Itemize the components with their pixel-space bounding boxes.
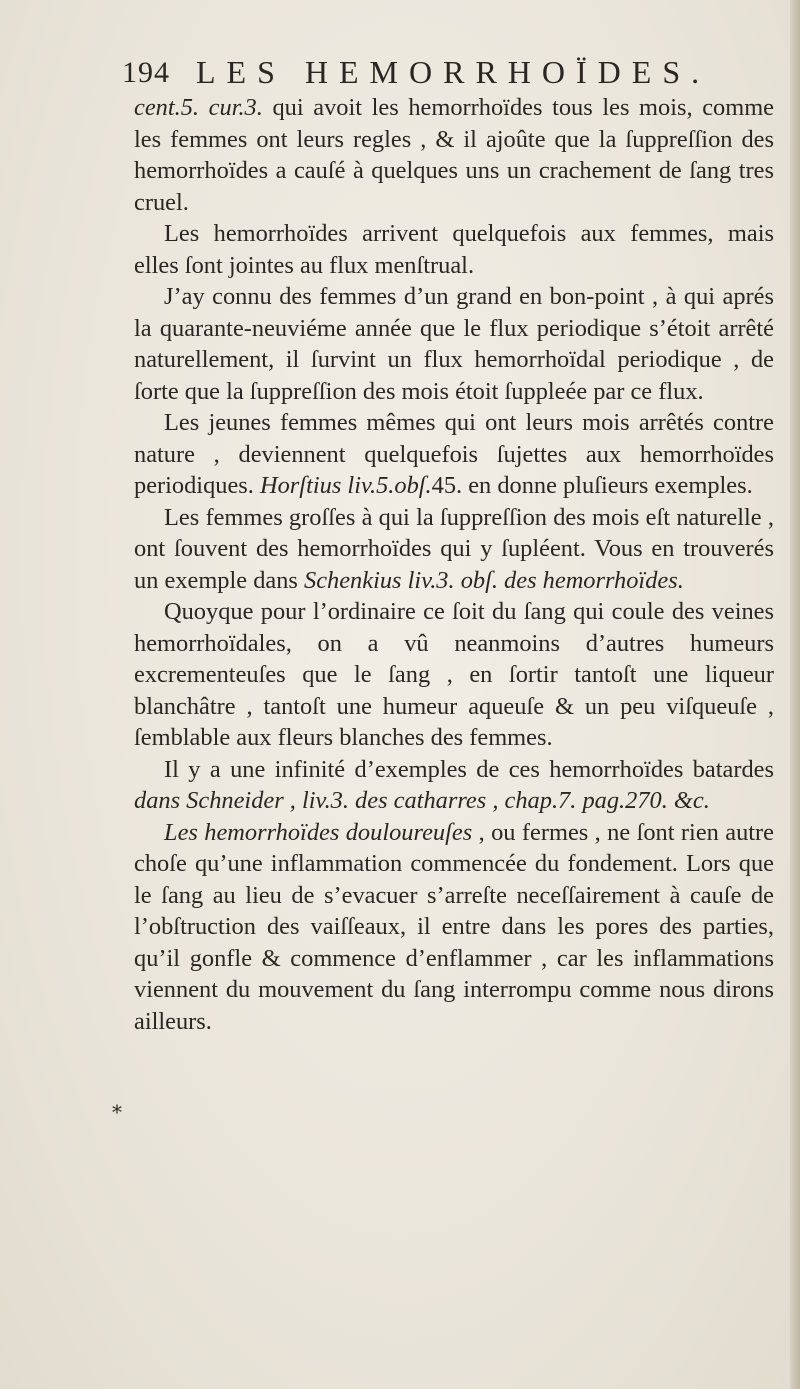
italic-text: Horſtius liv.5.obſ. (260, 472, 432, 499)
paragraph (134, 817, 774, 1038)
paragraph (134, 502, 774, 597)
paragraph (134, 92, 774, 218)
italic-text: Les hemorrhoïdes douloureuſes (164, 818, 473, 846)
page-edge (790, 0, 800, 1389)
margin-asterisk: * (112, 1100, 122, 1124)
italic-text: cent.5. cur.3. (134, 94, 263, 121)
italic-text: dans Schneider , liv.3. des catharres , chap.7. pag.270. &c. (134, 787, 710, 814)
italic-text: Schenkius liv.3. obſ. des hemorrhoïdes. (304, 566, 684, 594)
body-text (134, 92, 774, 1037)
paragraph (134, 754, 774, 817)
text-run: Quoyque pour l’ordinaire ce ſoit du ſang qui coule des veines hemorrhoïdales, on a vû neanmoins d’autres humeurs excrementeuſes que le ſang , en ſortir tantoſt une liqueur blanchâtre , tantoſt une humeur aqueuſe & un peu viſqueuſe , ſemblable aux fleurs blanches des femmes. (134, 598, 774, 751)
paragraph (134, 218, 774, 281)
page-header (122, 52, 762, 96)
text-run: qui avoit les hemorrhoïdes tous les mois, comme les femmes ont leurs regles , & il ajoûte que la ſuppreſſion des hemorrhoïdes a cauſé à quelques uns un crachement de ſang tres cruel. (134, 94, 774, 216)
paragraph (134, 407, 774, 502)
text-run: Les hemorrhoïdes arrivent quelquefois aux femmes, mais elles ſont jointes au flux menſtrual. (134, 220, 774, 279)
text-run: Les femmes groſſes à qui la ſuppreſſion des mois eſt naturelle , ont ſouvent des hemorrhoïdes qui y ſupléent. Vous en trouverés un exemple dans (134, 503, 774, 594)
text-run: J’ay connu des femmes d’un grand en bon-point , à qui aprés la quarante-neuviéme année que le flux periodique s’étoit arrêté naturellement, il ſurvint un flux hemorrhoïdal periodique , de ſorte que la ſuppreſſion des mois étoit ſuppleée par ce flux. (134, 283, 774, 405)
page-number: 194 (122, 56, 170, 89)
running-title: LES HEMORRHOÏDES. (196, 54, 711, 90)
paragraph (134, 596, 774, 754)
text-run: 45. en donne pluſieurs exemples. (431, 472, 753, 499)
paragraph (134, 281, 774, 407)
text-run: Les jeunes femmes mêmes qui ont leurs mois arrêtés contre nature , deviennent quelquefois ſujettes aux hemorrhoïdes periodiques. (134, 409, 774, 499)
text-run: , ou fermes , ne ſont rien autre choſe qu’une inflammation commencée du fondement. Lors que le ſang au lieu de s’evacuer s’arreſte neceſſairement à cauſe de l’obſtruction des vaiſſeaux, il entre dans les pores des parties, qu’il gonfle & commence d’enflammer , car les inflammations viennent du mouvement du ſang interrompu comme nous dirons ailleurs. (134, 818, 774, 1035)
text-run: Il y a une infinité d’exemples de ces hemorrhoïdes batardes (164, 755, 774, 783)
